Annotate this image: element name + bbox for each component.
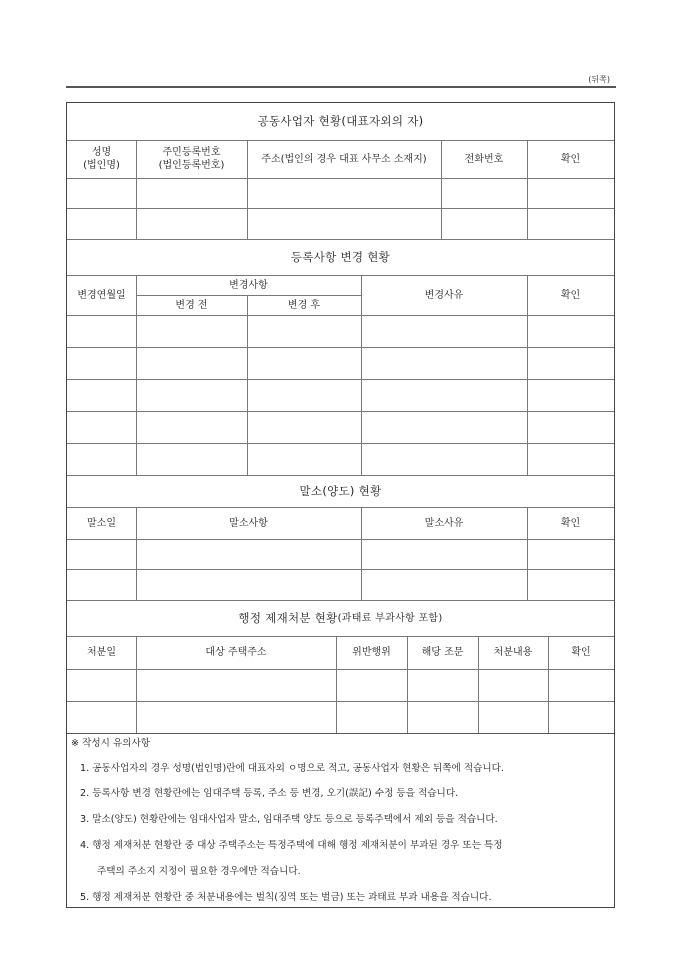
- form-table: [66, 102, 615, 908]
- header-sanction-date: 처분일: [87, 647, 116, 658]
- section4-title: [67, 600, 614, 636]
- section4-title-main: 행정 제재처분 현황: [238, 610, 338, 625]
- header-name: [67, 140, 136, 178]
- section2-title: 등록사항 변경 현황: [290, 249, 391, 264]
- header-change-after: 변경 후: [287, 299, 321, 311]
- header-sanction-confirm: 확인: [571, 647, 591, 658]
- note-item-4-cont: 주택의 주소지 지정이 필요한 경우에만 적습니다.: [97, 866, 301, 877]
- notes-title: ※ 작성시 유의사항: [71, 738, 151, 749]
- header-sanction-violation: 위반행위: [352, 647, 391, 658]
- header-cancel-reason: 말소사유: [424, 517, 464, 529]
- note-item-3: 3. 말소(양도) 현황란에는 임대사업자 말소, 임대주택 양도 등으로 등록주택에서 제외 등을 적습니다.: [80, 814, 498, 825]
- header-name-line2: (법인명): [83, 160, 120, 171]
- header-sanction-clause: 해당 조문: [421, 647, 464, 658]
- header-sanction-content: 처분내용: [493, 647, 533, 658]
- section4-title-sub: (과태료 부과사항 포함): [337, 612, 443, 624]
- header-name-line1: 성명: [91, 147, 112, 158]
- header-change-items: 변경사항: [229, 279, 268, 291]
- header-change-date: 변경연월일: [77, 289, 126, 301]
- header-change-before: 변경 전: [175, 299, 208, 311]
- header-change-reason: 변경사유: [424, 289, 464, 301]
- header-cancel-date: 말소일: [87, 517, 116, 529]
- header-reg-no-line1: 주민등록번호: [162, 147, 221, 158]
- note-item-2: 2. 등록사항 변경 현황란에는 임대주택 등록, 주소 등 변경, 오기(誤記) 수정 등을 적습니다.: [80, 788, 459, 799]
- section3-title: 말소(양도) 현황: [299, 483, 382, 498]
- header-phone: 전화번호: [464, 153, 504, 165]
- header-address: 주소(법인의 경우 대표 사무소 소재지): [261, 153, 427, 165]
- header-reg-no-line2: (법인등록번호): [158, 160, 225, 171]
- note-item-4: 4. 행정 제재처분 현황란 중 대상 주택주소는 특정주택에 대해 행정 제재처분이 부과된 경우 또는 특정: [80, 840, 503, 851]
- header-confirm: 확인: [560, 153, 581, 165]
- note-item-1: 1. 공동사업자의 경우 성명(법인명)란에 대표자외 ㅇ명으로 적고, 공동사업자 현황은 뒤쪽에 적습니다.: [80, 763, 504, 774]
- header-cancel-items: 말소사항: [229, 517, 268, 529]
- page-side-label: (뒤쪽): [588, 75, 610, 84]
- header-reg-no: [136, 140, 247, 178]
- top-rule: [66, 86, 616, 88]
- header-change-confirm: 확인: [560, 289, 581, 301]
- note-item-5: 5. 행정 제재처분 현황란 중 처분내용에는 벌칙(징역 또는 벌금) 또는 과태료 부과 내용을 적습니다.: [80, 892, 492, 903]
- section1-title: 공동사업자 현황(대표자외의 자): [257, 114, 424, 128]
- header-cancel-confirm: 확인: [560, 517, 581, 529]
- header-sanction-address: 대상 주택주소: [205, 647, 267, 658]
